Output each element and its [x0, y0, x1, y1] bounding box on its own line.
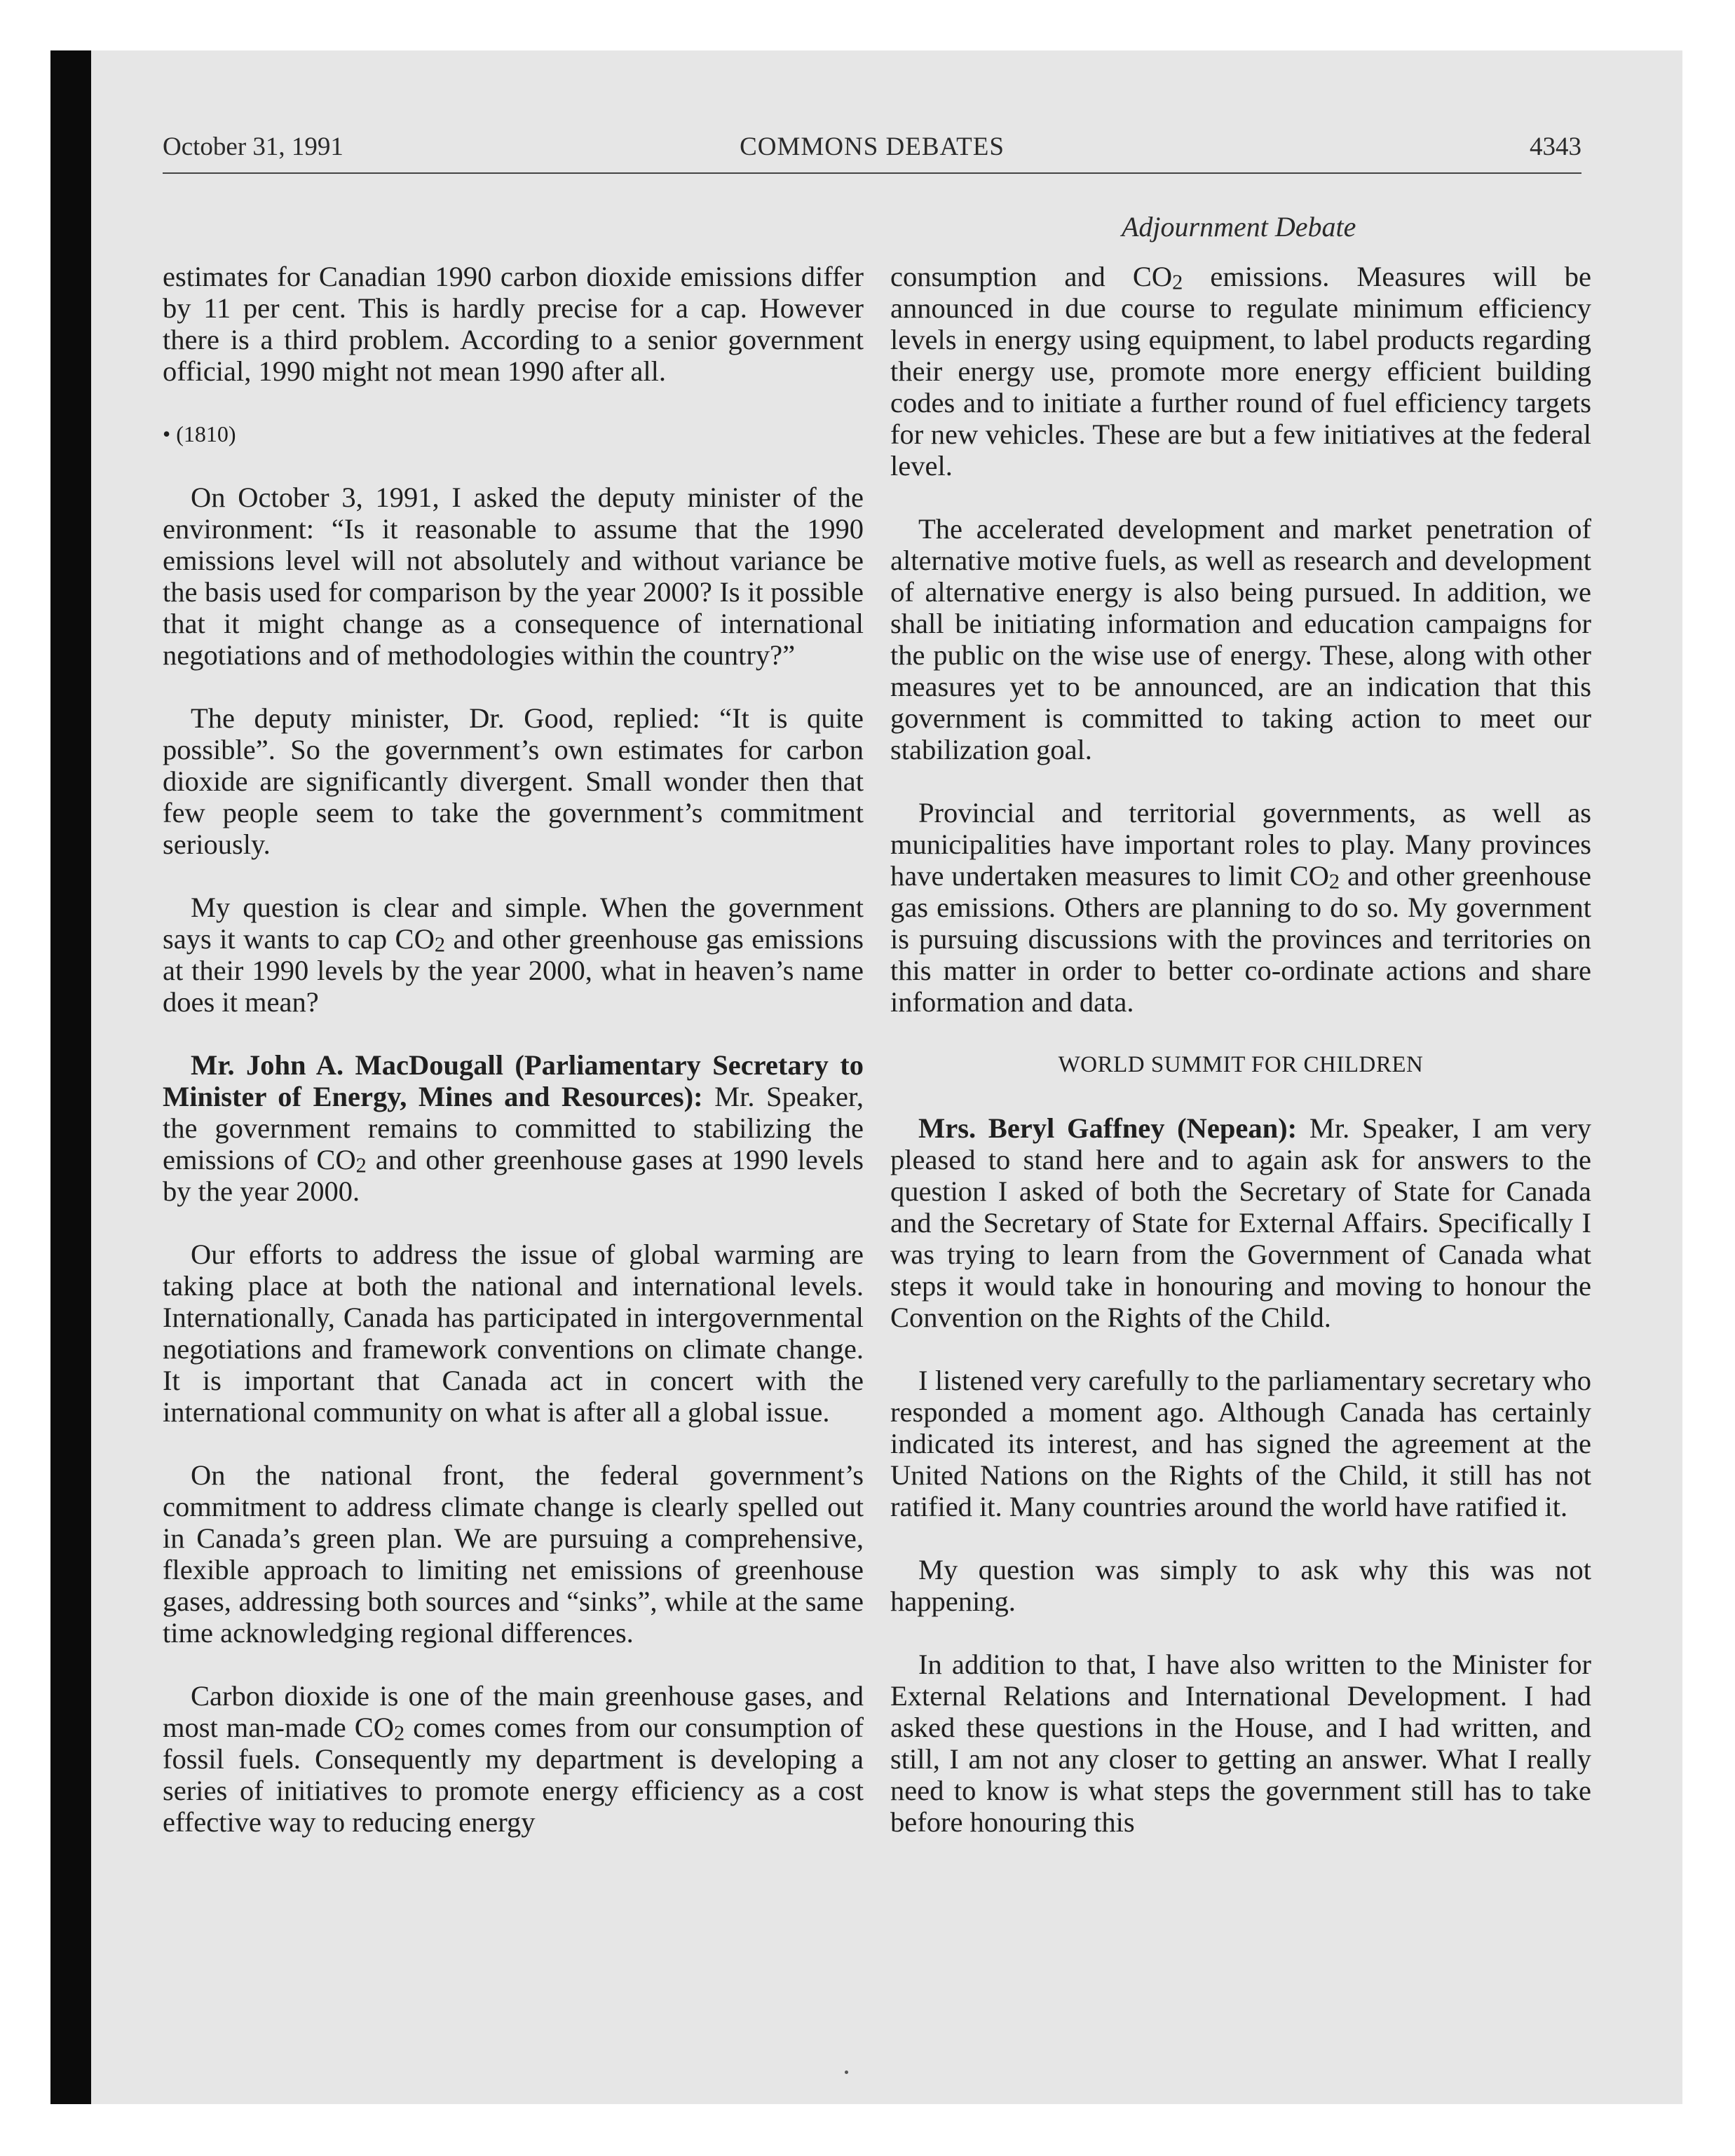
- speaker-name: Mr. John A. MacDougall (Parliamentary Secretary to Minister of Energy, Mines and Resources):: [163, 1049, 864, 1112]
- scan-speck: [845, 2070, 848, 2074]
- left-column: [163, 261, 864, 1869]
- paragraph: Carbon dioxide is one of the main greenhouse gases, and most man-made $CO_2$ comes comes from our consumption of fossil fuels. Consequently my department is developing a series of initiatives to promote energy efficiency as a cost effective way to reducing energy: [163, 1680, 864, 1838]
- subscript: 2: [394, 1721, 405, 1745]
- paragraph: consumption and $CO_2$ emissions. Measures will be announced in due course to regulate minimum efficiency levels in energy using equipment, to label products regarding their energy use, promote more energy efficient building codes and to initiate a further round of fuel efficiency targets for new vehicles. These are but a few initiatives at the federal level.: [890, 261, 1591, 482]
- running-header: [163, 132, 1581, 174]
- paragraph: On October 3, 1991, I asked the deputy minister of the environment: “Is it reasonable to assume that the 1990 emissions level will not absolutely and without variance be the basis used for comparison by the year 2000? Is it possible that it might change as a consequence of international negotiations and of methodologies within the country?”: [163, 482, 864, 671]
- time-marker: • (1810): [163, 421, 236, 446]
- subscript: 2: [434, 932, 446, 957]
- paragraph: I listened very carefully to the parliamentary secretary who responded a moment ago. Although Canada has certainly indicated its interest, and has signed the agreement at the United Nations on the Rights of the Child, it still has not ratified it. Many countries around the world have ratified it.: [890, 1365, 1591, 1522]
- paragraph: The accelerated development and market penetration of alternative motive fuels, as well as research and development of alternative energy is also being pursued. In addition, we shall be initiating information and education campaigns for the public on the wise use of energy. These, along with other measures yet to be announced, are an indication that this government is committed to taking action to meet our stabilization goal.: [890, 513, 1591, 765]
- section-heading: WORLD SUMMIT FOR CHILDREN: [1058, 1052, 1424, 1077]
- paragraph: My question was simply to ask why this was not happening.: [890, 1554, 1591, 1617]
- speaker-name: Mrs. Beryl Gaffney (Nepean):: [918, 1112, 1298, 1144]
- paragraph: Our efforts to address the issue of global warming are taking place at both the national and international levels. Internationally, Canada has participated in intergovernmental negotiations and framework conventions on climate change. It is important that Canada act in concert with the international community on what is after all a global issue.: [163, 1239, 864, 1428]
- page-number: 4343: [1530, 132, 1581, 161]
- right-column: [890, 261, 1591, 1869]
- paragraph: The deputy minister, Dr. Good, replied: “It is quite possible”. So the government’s own estimates for carbon dioxide are significantly divergent. Small wonder then that few people seem to take the government’s commitment seriously.: [163, 702, 864, 860]
- speaker-paragraph: Mrs. Beryl Gaffney (Nepean): Mr. Speaker, I am very pleased to stand here and to again ask for answers to the question I asked of both the Secretary of State for Canada and the Secretary of State for External Affairs. Specifically I was trying to learn from the Government of Canada what steps it would take in honouring and moving to honour the Convention on the Rights of the Child.: [890, 1112, 1591, 1333]
- header-rule: [163, 172, 1581, 174]
- header-date: October 31, 1991: [163, 132, 343, 161]
- binding-edge: [50, 50, 91, 2104]
- section-title: Adjournment Debate: [1122, 211, 1356, 243]
- paragraph: Provincial and territorial governments, as well as municipalities have important roles to play. Many provinces have undertaken measures to limit $CO_2$ and other greenhouse gas emissions. Others are planning to do so. My government is pursuing discussions with the provinces and territories on this matter in order to better co-ordinate actions and share information and data.: [890, 797, 1591, 1018]
- subscript: 2: [1328, 869, 1340, 894]
- paragraph: estimates for Canadian 1990 carbon dioxide emissions differ by 11 per cent. This is hardly precise for a cap. However there is a third problem. According to a senior government official, 1990 might not mean 1990 after all.: [163, 261, 864, 387]
- paragraph: In addition to that, I have also written to the Minister for External Relations and International Development. I had asked these questions in the House, and I had written, and still, I am not any closer to getting an answer. What I really need to know is what steps the government still has to take before honouring this: [890, 1649, 1591, 1838]
- paragraph: My question is clear and simple. When the government says it wants to cap $CO_2$ and other greenhouse gas emissions at their 1990 levels by the year 2000, what in heaven’s name does it mean?: [163, 892, 864, 1018]
- subscript: 2: [355, 1153, 367, 1178]
- paragraph: On the national front, the federal government’s commitment to address climate change is clearly spelled out in Canada’s green plan. We are pursuing a comprehensive, flexible approach to limiting net emissions of greenhouse gases, addressing both sources and “sinks”, while at the same time acknowledging regional differences.: [163, 1459, 864, 1649]
- speaker-paragraph: Mr. John A. MacDougall (Parliamentary Secretary to Minister of Energy, Mines and Resources): Mr. Speaker, the government remains to committed to stabilizing the emissions of $CO_2$ and other greenhouse gases at 1990 levels by the year 2000.: [163, 1049, 864, 1207]
- header-journal-title: COMMONS DEBATES: [740, 132, 1005, 161]
- subscript: 2: [1172, 270, 1183, 294]
